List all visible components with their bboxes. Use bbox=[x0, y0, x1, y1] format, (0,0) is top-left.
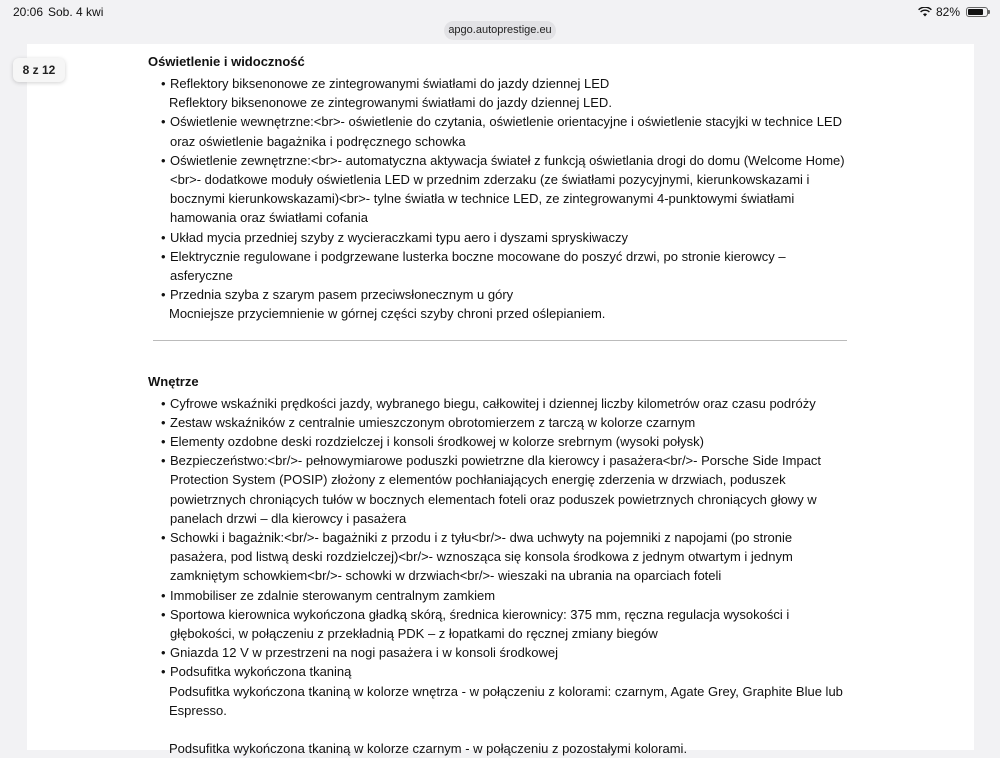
item-detail: Podsufitka wykończona tkaniną w kolorze wnętrza - w połączeniu z kolorami: czarnym, Agate Grey, Graphite Blue lub Espresso. bbox=[169, 683, 843, 718]
section-divider bbox=[153, 340, 847, 341]
section-title: Wnętrze bbox=[148, 373, 199, 389]
section-lighting bbox=[148, 52, 848, 324]
bullet: • bbox=[161, 587, 166, 603]
item-text: Immobiliser ze zdalnie sterowanym centralnym zamkiem bbox=[170, 587, 496, 603]
item-text: Sportowa kierownica wykończona gładką skórą, średnica kierownicy: 375 mm, ręczna regulacja wysokości i głębokości, w połączeniu z przekładnią PDK – z łopatkami do ręcznej zmiany biegów bbox=[170, 606, 790, 642]
list-item bbox=[148, 112, 848, 150]
item-text: Reflektory biksenonowe ze zintegrowanymi światłami do jazdy dziennej LED bbox=[170, 76, 610, 91]
url-bar[interactable]: apgo.autoprestige.eu bbox=[444, 21, 556, 40]
list-item bbox=[148, 662, 848, 681]
item-text: Gniazda 12 V w przestrzeni na nogi pasażera i w konsoli środkowej bbox=[170, 645, 559, 661]
list-item bbox=[148, 285, 848, 304]
section-interior bbox=[148, 372, 848, 758]
list-item bbox=[148, 247, 848, 285]
item-text: Oświetlenie zewnętrzne:<br>- automatyczna aktywacja świateł z funkcją oświetlania drogi do domu (Welcome Home)<br>- dodatkowe moduły oświetlenia LED w przednim zderzaku (ze światłami pozycyjnymi, kierunkowskazami i bocznymi kierunkowskazami)<br>- tylne światła w technice LED, ze zintegrowanymi 4-punktowymi światłami hamowania oraz światłami cofania bbox=[170, 152, 845, 226]
status-indicators bbox=[918, 5, 988, 19]
document-content bbox=[148, 52, 848, 758]
bullet: • bbox=[161, 645, 166, 661]
item-text: Bezpieczeństwo:<br/>- pełnowymiarowe poduszki powietrzne dla kierowcy i pasażera<br/>- Porsche Side Impact Protection System (POSIP) złożony z elementów pochłaniających energię zderzenia w drzwiach, poduszek powietrznych chroniących tułów w bocznych elementach foteli oraz poduszek powietrznych chroniących głowy w panelach drzwi – dla kierowcy i pasażera bbox=[170, 453, 822, 526]
item-text: Przednia szyba z szarym pasem przeciwsłonecznym u góry bbox=[170, 287, 514, 303]
list-item bbox=[148, 643, 848, 662]
bullet: • bbox=[161, 414, 166, 430]
battery-percentage: 82% bbox=[935, 5, 960, 19]
bullet: • bbox=[161, 434, 166, 450]
bullet: • bbox=[161, 248, 166, 264]
item-text: Podsufitka wykończona tkaniną bbox=[170, 664, 352, 680]
list-item bbox=[148, 151, 848, 228]
bullet: • bbox=[161, 395, 166, 411]
list-item bbox=[148, 586, 848, 605]
list-item bbox=[148, 528, 848, 586]
battery-tip bbox=[988, 10, 990, 14]
bullet: • bbox=[161, 287, 166, 303]
battery-icon bbox=[966, 7, 988, 17]
list-item bbox=[148, 451, 848, 528]
bullet: • bbox=[161, 229, 166, 245]
item-detail: Podsufitka wykończona tkaniną w kolorze czarnym - w połączeniu z pozostałymi kolorami. bbox=[169, 741, 688, 757]
item-detail: Reflektory biksenonowe ze zintegrowanymi światłami do jazdy dziennej LED. bbox=[169, 95, 612, 111]
section-items bbox=[148, 112, 848, 304]
status-time: 20:06 bbox=[13, 5, 44, 19]
list-item bbox=[148, 74, 848, 93]
item-text: Elektrycznie regulowane i podgrzewane lusterka boczne mocowane do poszyć drzwi, po stronie kierowcy – asferyczne bbox=[170, 248, 786, 284]
item-text: Schowki i bagażnik:<br/>- bagażniki z przodu i z tyłu<br/>- dwa uchwyty na pojemniki z napojami (po stronie pasażera, pod listwą deski rozdzielczej)<br/>- wznosząca się konsola środkowa z jednym otwartym i jednym zamkniętym schowkiem<br/>- schowki w drzwiach<br/>- wieszaki na ubrania na oparciach foteli bbox=[170, 530, 793, 584]
item-text: Oświetlenie wewnętrzne:<br>- oświetlenie do czytania, oświetlenie orientacyjne i oświetlenie stacyjki w technice LED oraz oświetlenie bagażnika i podręcznego schowka bbox=[170, 114, 842, 149]
list-item bbox=[148, 605, 848, 643]
item-text: Elementy ozdobne deski rozdzielczej i konsoli środkowej w kolorze srebrnym (wysoki połysk) bbox=[170, 434, 704, 450]
list-item bbox=[148, 413, 848, 432]
item-text: Zestaw wskaźników z centralnie umieszczonym obrotomierzem z tarczą w kolorze czarnym bbox=[170, 414, 696, 430]
bullet: • bbox=[161, 114, 166, 130]
bullet: • bbox=[161, 76, 166, 91]
wifi-icon bbox=[918, 7, 932, 17]
section-items bbox=[148, 74, 848, 93]
section-items bbox=[148, 394, 848, 682]
item-detail: Mocniejsze przyciemnienie w górnej części szyby chroni przed oślepianiem. bbox=[169, 306, 606, 322]
section-title: Oświetlenie i widoczność bbox=[148, 54, 305, 69]
bullet: • bbox=[161, 606, 166, 622]
bullet: • bbox=[161, 453, 166, 469]
battery-level-fill bbox=[968, 9, 983, 15]
status-date: Sob. 4 kwi bbox=[48, 5, 104, 19]
list-item bbox=[148, 228, 848, 247]
list-item bbox=[148, 394, 848, 413]
item-text: Cyfrowe wskaźniki prędkości jazdy, wybranego biegu, całkowitej i dziennej liczby kilometrów oraz czasu podróży bbox=[170, 395, 816, 411]
bullet: • bbox=[161, 530, 166, 546]
page-counter: 8 z 12 bbox=[13, 58, 65, 82]
item-text: Układ mycia przedniej szyby z wycieraczkami typu aero i dyszami spryskiwaczy bbox=[170, 229, 629, 245]
bullet: • bbox=[161, 152, 166, 168]
bullet: • bbox=[161, 664, 166, 680]
list-item bbox=[148, 432, 848, 451]
